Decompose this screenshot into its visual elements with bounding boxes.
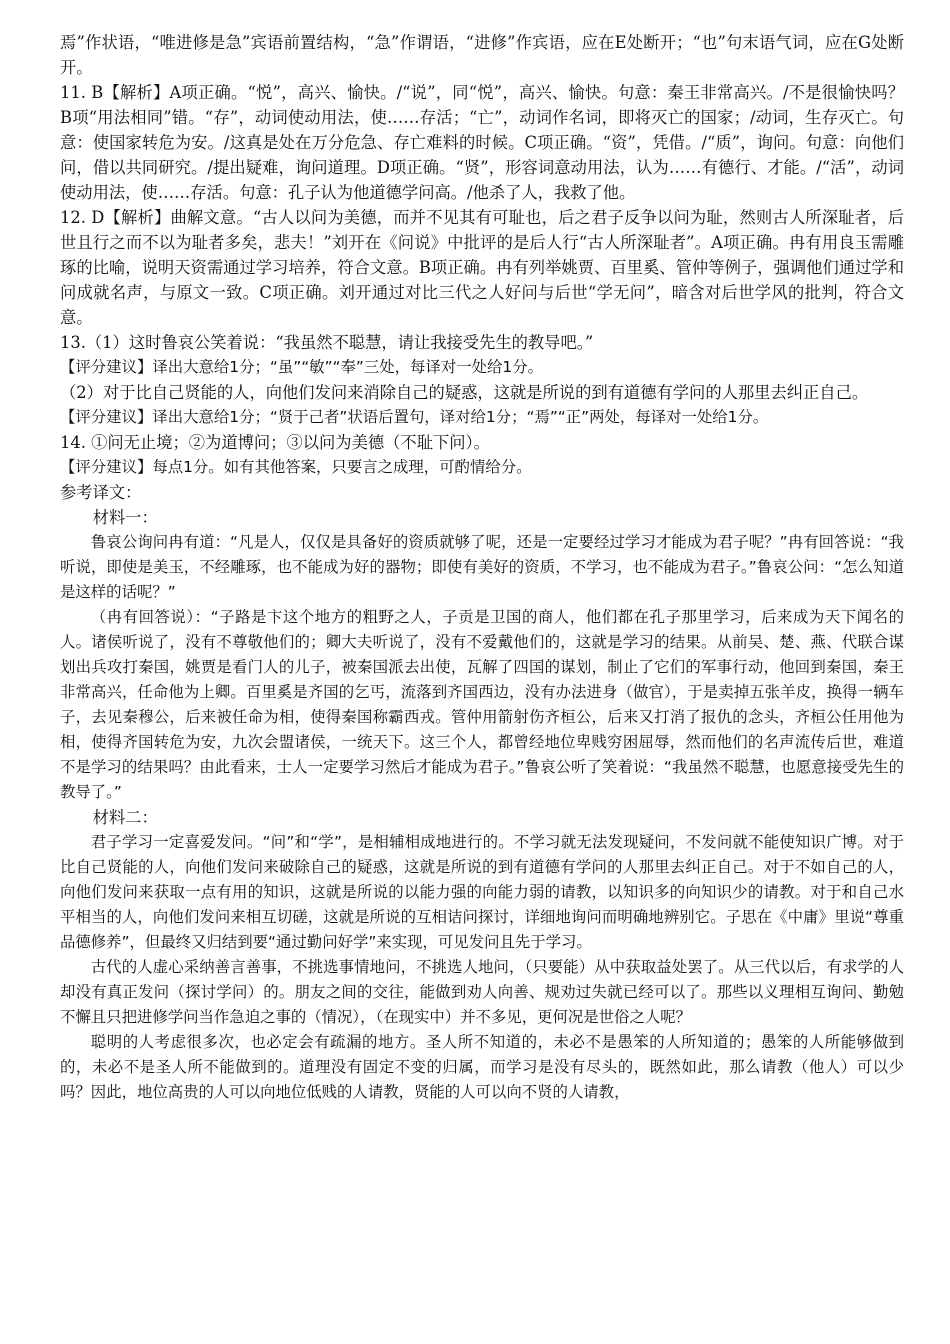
answer-13-1: 13.（1）这时鲁哀公笑着说：“我虽然不聪慧，请让我接受先生的教导吧。” <box>60 333 594 352</box>
scoring-note-14: 【评分建议】每点1分。如有其他答案，只要言之成理，可酌情给分。 <box>60 458 532 476</box>
answer-14: 14. ①问无止境；②为道博问；③以问为美德（不耻下问）。 <box>60 433 490 452</box>
material-two-para-3: 聪明的人考虑很多次，也必定会有疏漏的地方。圣人所不知道的，未必不是愚笨的人所知道的；愚笨的人所能够做到的，未必不是圣人所不能做到的。道理没有固定不变的归属，而学习是没有尽头的，既然如此，那么请教（他人）可以少吗？因此，地位高贵的人可以向地位低贱的人请教，贤能的人可以向不贤的人请教， <box>60 1033 904 1101</box>
answer-12: 12. D【解析】曲解文意。“古人以问为美德，而并不见其有可耻也，后之君子反争以问为耻，然则古人所深耻者，后世且行之而不以为耻者多矣，悲夫！”刘开在《问说》中批评的是后人行“古人所深耻者”。A项正确。冉有用良玉需雕琢的比喻，说明天资需通过学习培养，符合文意。B项正确。冉有列举姚贾、百里奚、管仲等例子，强调他们通过学和问成就名声，与原文一致。C项正确。刘开通过对比三代之人好问与后世“学无问”，暗含对后世学风的批判，符合文意。 <box>60 208 904 327</box>
material-one-para-2: （冉有回答说）：“子路是卞这个地方的粗野之人，子贡是卫国的商人，他们都在孔子那里学习，后来成为天下闻名的人。诸侯听说了，没有不尊敬他们的；卿大夫听说了，没有不爱戴他们的，这就是学习的结果。从前吴、楚、燕、代联合谋划出兵攻打秦国，姚贾是看门人的儿子，被秦国派去出使，瓦解了四国的谋划，制止了它们的军事行动，他回到秦国，秦王非常高兴，任命他为上卿。百里奚是齐国的乞丐，流落到齐国西边，没有办法进身（做官），于是卖掉五张羊皮，换得一辆车子，去见秦穆公，后来被任命为相，使得秦国称霸西戎。管仲用箭射伤齐桓公，后来又打消了报仇的念头，齐桓公任用他为相，使得齐国转危为安，九次会盟诸侯，一统天下。这三个人，都曾经地位卑贱穷困屈辱，然而他们的名声流传后世，难道不是学习的结果吗？由此看来，士人一定要学习然后才能成为君子。”鲁哀公听了笑着说：“我虽然不聪慧，也愿意接受先生的教导了。” <box>60 608 904 801</box>
scoring-note-13-1: 【评分建议】译出大意给1分；“虽”“敏”“奉”三处，每译对一处给1分。 <box>60 358 543 376</box>
answer-11: 11. B【解析】A项正确。“悦”，高兴、愉快。/“说”，同“悦”，高兴、愉快。句意：秦王非常高兴。/不是很愉快吗？B项“用法相同”错。“存”，动词使动用法，使……存活；“亡”，动词作名词，即将灭亡的国家；/动词，生存灭亡。句意：使国家转危为安。/这真是处在万分危急、存亡难料的时候。C项正确。“资”，凭借。/“质”，询问。句意：向他们问，借以共同研究。/提出疑难，询问道理。D项正确。“贤”，形容词意动用法，认为……有德行、才能。/“活”，动词使动用法，使……存活。句意：孔子认为他道德学问高。/他杀了人，我救了他。 <box>60 83 904 202</box>
answer-13-2: （2）对于比自己贤能的人，向他们发问来消除自己的疑惑，这就是所说的到有道德有学问的人那里去纠正自己。 <box>60 383 869 402</box>
paragraph-10-tail: 焉”作状语，“唯进修是急”宾语前置结构，“急”作谓语，“进修”作宾语，应在E处断开；“也”句末语气词，应在G处断开。 <box>60 33 904 77</box>
scoring-note-13-2: 【评分建议】译出大意给1分；“贤于己者”状语后置句，译对给1分；“焉”“正”两处，每译对一处给1分。 <box>60 408 769 426</box>
material-two-para-2: 古代的人虚心采纳善言善事，不挑选事情地问，不挑选人地问，（只要能）从中获取益处罢了。从三代以后，有求学的人却没有真正发问（探讨学问）的。朋友之间的交往，能做到劝人向善、规劝过失就已经可以了。那些以义理相互询问、勤勉不懈且只把进修学问当作急迫之事的（情况），（在现实中）并不多见，更何况是世俗之人呢？ <box>60 958 904 1026</box>
reference-translation-heading: 参考译文： <box>60 483 142 502</box>
material-one-para-1: 鲁哀公询问冉有道：“凡是人，仅仅是具备好的资质就够了呢，还是一定要经过学习才能成为君子呢？”冉有回答说：“我听说，即使是美玉，不经雕琢，也不能成为好的器物；即使有美好的资质，不学习，也不能成为君子。”鲁哀公问：“怎么知道是这样的话呢？” <box>60 533 904 601</box>
material-two-para-1: 君子学习一定喜爱发问。“问”和“学”，是相辅相成地进行的。不学习就无法发现疑问，不发问就不能使知识广博。对于比自己贤能的人，向他们发问来破除自己的疑惑，这就是所说的到有道德有学问的人那里去纠正自己。对于不如自己的人，向他们发问来获取一点有用的知识，这就是所说的以能力强的向能力弱的请教，以知识多的向知识少的请教。对于和自己水平相当的人，向他们发问来相互切磋，这就是所说的互相诘问探讨，详细地询问而明确地辨别它。子思在《中庸》里说“尊重品德修养”，但最终又归结到要“通过勤问好学”来实现，可见发问且先于学习。 <box>60 833 904 951</box>
material-one-heading: 材料一： <box>92 508 158 527</box>
material-two-heading: 材料二： <box>92 808 158 827</box>
